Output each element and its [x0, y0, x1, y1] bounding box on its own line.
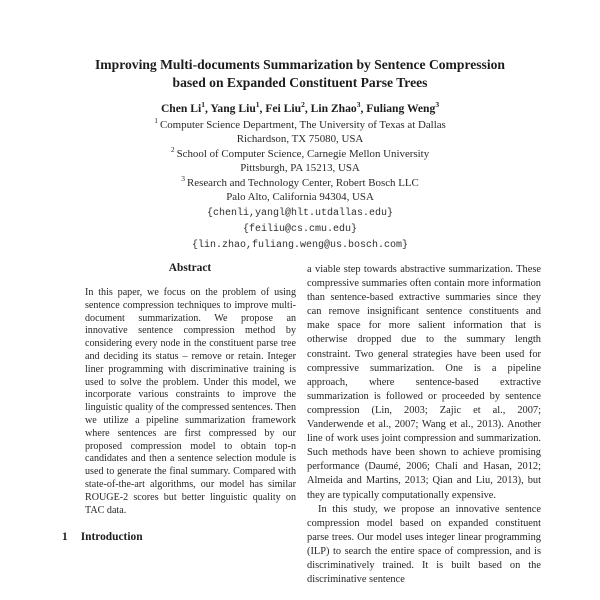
affiliation-line: Pittsburgh, PA 15213, USA	[240, 162, 360, 175]
author: Lin Zhao$^3$,	[310, 100, 367, 115]
body-paragraph: a viable step towards abstractive summarization. These compressive summaries often contain more information than sentence-based extractive summaries since they can remove insignificant sentence constituents and make space for more salient information that is otherwise dropped due to the summary length constraint. Two general strategies have been used for compressive summarization. One is a pipeline approach, where sentence-based extractive summarization is followed or proceeded by sentence compression (Lin, 2003; Zajic et al., 2007; Vanderwende et al., 2007; Wang et al., 2013). Another line of work uses joint compression and summarization. Such methods have been shown to achieve promising performance (Daumé, 2006; Chali and Hasan, 2012; Almeida and Martins, 2013; Qian and Liu, 2013), but they are typically computationally expensive.	[307, 264, 541, 501]
paper-title	[0, 56, 600, 91]
abstract-heading: Abstract	[168, 262, 212, 274]
email-line: {feiliu@cs.cmu.edu}	[242, 224, 358, 236]
paper-title-line1: Improving Multi-documents Summarization by Sentence Compression	[95, 57, 505, 72]
author: Fuliang Weng$^3$	[366, 100, 440, 115]
abstract-text: In this paper, we focus on the problem of using sentence compression techniques to improve multi-document summarization. We propose an innovative sentence compression method by considering every node in the constituent parse tree and deciding its status – remove or retain. Integer liner programming with discriminative training is used to solve the problem. Under this model, we incorporate various constraints to improve the linguistic quality of the compressed sentences. Then we utilize a pipeline summarization framework where sentences are first compressed by our proposed compression model to obtain top-n candidates and then a sentence selection module is used to generate the final summary. Compared with state-of-the-art algorithms, our model has similar ROUGE-2 scores but better linguistic quality on TAC data.	[85, 287, 296, 516]
affiliation-line: $^1$ Computer Science Department, The University of Texas at Dallas	[154, 116, 446, 131]
section-heading-introduction	[62, 531, 296, 543]
author: Chen Li$^1$,	[160, 100, 211, 115]
affiliation-line: $^2$ School of Computer Science, Carnegie Mellon University	[170, 145, 430, 160]
emails-block	[0, 206, 600, 253]
affiliation-line: Palo Alto, California 94304, USA	[226, 191, 374, 204]
email-line: {lin.zhao,fuliang.weng@us.bosch.com}	[191, 239, 409, 251]
affiliation-line: $^3$ Research and Technology Center, Robert Bosch LLC	[181, 174, 419, 189]
authors-line	[0, 102, 600, 115]
affiliation-line: Richardson, TX 75080, USA	[236, 133, 364, 146]
paper-header	[0, 56, 600, 253]
section-title: Introduction	[80, 531, 143, 544]
paper-title-line2: based on Expanded Constituent Parse Trees	[172, 74, 428, 90]
email-line: {chenli,yangl@hlt.utdallas.edu}	[206, 208, 394, 220]
author: Fei Liu$^2$,	[265, 100, 311, 115]
right-column	[307, 263, 541, 600]
left-column	[62, 262, 296, 543]
section-number: 1	[62, 531, 68, 544]
body-paragraph: In this study, we propose an innovative sentence compression model based on expanded constituent parse trees. Our model uses integer linear programming (ILP) to search the entire space of compression, and is discriminatively trained. It is built based on the discriminative sentence	[307, 503, 541, 586]
author: Yang Liu$^1$,	[210, 100, 266, 115]
affiliations-block	[0, 118, 600, 204]
